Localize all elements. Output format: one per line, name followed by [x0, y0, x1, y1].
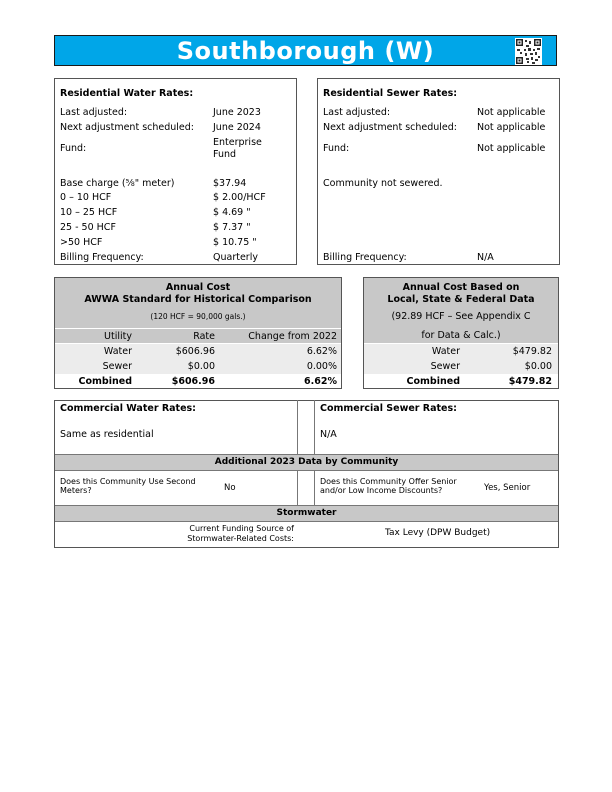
water-tier-value: $ 10.75 " [213, 237, 257, 248]
table-row-utility-combined: Combined [406, 376, 460, 387]
column-header-change: Change from 2022 [248, 331, 337, 342]
water-tier-label: 10 – 25 HCF [60, 207, 118, 218]
water-tier-label: 25 - 50 HCF [60, 222, 116, 233]
table-row-utility: Sewer [430, 361, 460, 372]
water-last-adjusted-value: June 2023 [213, 107, 261, 118]
sewer-last-adjusted-label: Last adjusted: [323, 107, 391, 118]
water-fund-value-line2: Fund [213, 149, 237, 160]
table-row-utility: Water [103, 346, 132, 357]
table-row-rate: $479.82 [512, 346, 552, 357]
sewer-last-adjusted-value: Not applicable [477, 107, 546, 118]
commercial-water-value: Same as residential [60, 429, 154, 440]
column-divider [314, 400, 315, 454]
stormwater-label-line1: Current Funding Source of [189, 524, 294, 533]
water-billing-value: Quarterly [213, 252, 258, 263]
annual-cost-subtitle: AWWA Standard for Historical Comparison [84, 294, 312, 305]
stormwater-label-line2: Stormwater-Related Costs: [187, 534, 294, 543]
discounts-question-line2: and/or Low Income Discounts? [320, 486, 443, 495]
second-meters-answer: No [224, 483, 236, 493]
sewer-next-adjustment-value: Not applicable [477, 122, 546, 133]
table-row-rate: $0.00 [524, 361, 552, 372]
sewer-note: Community not sewered. [323, 178, 443, 189]
annual-cost-basis: (120 HCF = 90,000 gals.) [150, 312, 246, 321]
page-title: Southborough (W) [176, 37, 435, 65]
water-next-adjustment-label: Next adjustment scheduled: [60, 122, 195, 133]
water-tier-value: $ 2.00/HCF [213, 192, 266, 203]
table-row-change: 6.62% [306, 346, 337, 357]
sewer-fund-label: Fund: [323, 143, 350, 154]
table-row-change: 0.00% [306, 361, 337, 372]
table-row-rate: $606.96 [175, 346, 215, 357]
table-row-rate-combined: $606.96 [171, 376, 215, 387]
column-divider [297, 470, 298, 505]
annual-local-basis-line2: for Data & Calc.) [421, 330, 501, 341]
sewer-billing-value: N/A [477, 252, 494, 263]
second-meters-question-line1: Does this Community Use Second [60, 477, 196, 486]
water-tier-label: 0 – 10 HCF [60, 192, 112, 203]
second-meters-question-line2: Meters? [60, 486, 92, 495]
stormwater-value: Tax Levy (DPW Budget) [385, 528, 491, 538]
discounts-question-line1: Does this Community Offer Senior [320, 477, 457, 486]
column-header-utility: Utility [104, 331, 132, 342]
annual-cost-title: Annual Cost [165, 282, 231, 293]
annual-local-title: Annual Cost Based on [402, 282, 520, 293]
water-next-adjustment-value: June 2024 [213, 122, 261, 133]
residential-sewer-heading: Residential Sewer Rates: [323, 88, 458, 99]
water-base-charge-label: Base charge (⅝" meter) [60, 178, 175, 189]
water-last-adjusted-label: Last adjusted: [60, 107, 128, 118]
water-base-charge-value: $37.94 [213, 178, 247, 189]
table-row-rate-combined: $479.82 [508, 376, 552, 387]
water-tier-value: $ 7.37 " [213, 222, 251, 233]
column-divider [297, 400, 298, 454]
annual-local-subtitle: Local, State & Federal Data [387, 294, 535, 305]
column-divider [314, 470, 315, 505]
commercial-sewer-value: N/A [320, 429, 337, 440]
residential-water-heading: Residential Water Rates: [60, 88, 194, 99]
water-fund-label: Fund: [60, 143, 87, 154]
sewer-billing-label: Billing Frequency: [323, 252, 407, 263]
qr-code-icon [515, 38, 542, 65]
annual-local-basis-line1: (92.89 HCF – See Appendix C [391, 311, 531, 322]
table-row-utility: Water [431, 346, 460, 357]
table-row-rate: $0.00 [187, 361, 215, 372]
commercial-sewer-heading: Commercial Sewer Rates: [320, 403, 457, 414]
water-tier-value: $ 4.69 " [213, 207, 251, 218]
table-row-utility-combined: Combined [78, 376, 132, 387]
column-header-rate: Rate [193, 331, 215, 342]
table-row-utility: Sewer [102, 361, 132, 372]
table-row-change-combined: 6.62% [304, 376, 337, 387]
title-banner [54, 35, 557, 66]
additional-data-heading: Additional 2023 Data by Community [214, 457, 399, 467]
water-tier-label: >50 HCF [60, 237, 103, 248]
water-fund-value-line1: Enterprise [213, 137, 262, 148]
water-billing-label: Billing Frequency: [60, 252, 144, 263]
sewer-next-adjustment-label: Next adjustment scheduled: [323, 122, 458, 133]
discounts-answer: Yes, Senior [484, 483, 531, 493]
sewer-fund-value: Not applicable [477, 143, 546, 154]
stormwater-heading: Stormwater [276, 508, 337, 518]
commercial-water-heading: Commercial Water Rates: [60, 403, 196, 414]
